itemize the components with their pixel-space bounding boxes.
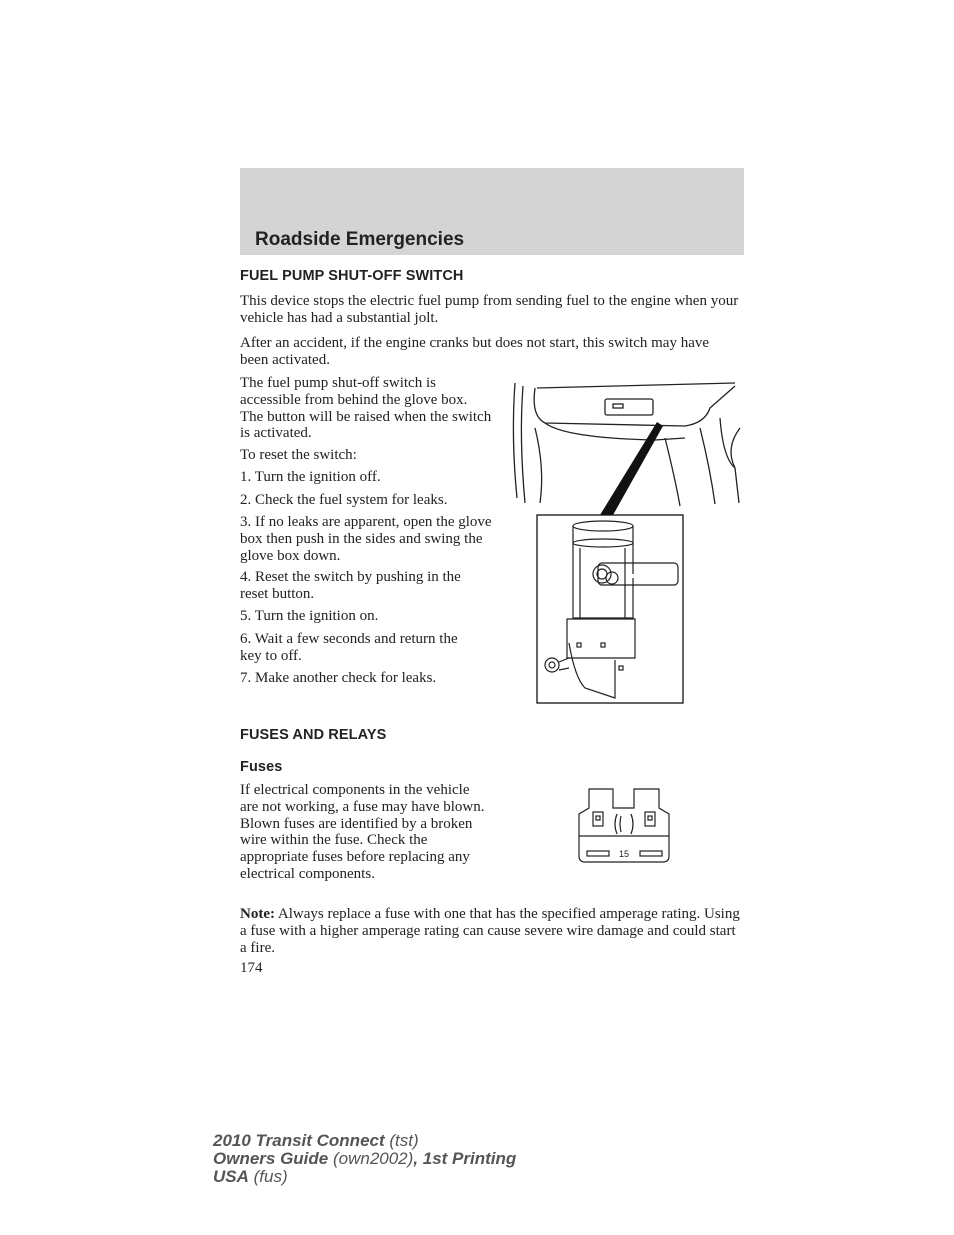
fuses-para1: If electrical components in the vehicle are not working, a fuse may have blown. Blown fuses are identified by a broken wire within the fuse. Check the appropriate fuses before replacing any electrical components.: [240, 782, 485, 882]
fuses-subheading: Fuses: [240, 759, 283, 775]
reset-step: 7. Make another check for leaks.: [240, 670, 437, 686]
footer-model-code: (tst): [384, 1131, 419, 1150]
footer-market: USA: [213, 1167, 249, 1186]
footer-guide-code: (own2002): [328, 1149, 414, 1168]
fuel-pump-para1: This device stops the electric fuel pump from sending fuel to the engine when your vehicle has had a substantial jolt.: [240, 293, 739, 326]
reset-step: 1. Turn the ignition off.: [240, 469, 381, 485]
reset-step: 5. Turn the ignition on.: [240, 608, 379, 624]
footer-printing: , 1st Printing: [413, 1149, 517, 1168]
footer-guide: Owners Guide: [213, 1149, 329, 1168]
fuse-illustration: [577, 784, 672, 864]
footer-line2: [213, 1150, 516, 1168]
fuel-pump-para3: The fuel pump shut-off switch is accessible from behind the glove box. The button will be raised when the switch is activated.: [240, 375, 492, 442]
fuse-note: [240, 906, 740, 956]
fuel-pump-heading: FUEL PUMP SHUT-OFF SWITCH: [240, 268, 464, 284]
fuel-pump-para2: After an accident, if the engine cranks but does not start, this switch may have been activated.: [240, 335, 710, 368]
fuses-relays-heading: FUSES AND RELAYS: [240, 727, 387, 743]
footer-model: 2010 Transit Connect: [213, 1131, 385, 1150]
footer-market-code: (fus): [248, 1167, 288, 1186]
footer-line3: [213, 1168, 516, 1186]
footer-line1: [213, 1132, 516, 1150]
fuse-amp-label: 15: [618, 849, 630, 859]
reset-step: 2. Check the fuel system for leaks.: [240, 492, 448, 508]
footer: [213, 1132, 516, 1186]
reset-intro: To reset the switch:: [240, 447, 357, 463]
page-number: 174: [240, 960, 263, 976]
reset-step: 4. Reset the switch by pushing in the reset button.: [240, 569, 461, 602]
reset-step: 6. Wait a few seconds and return the key to off.: [240, 631, 458, 664]
note-label: Note:: [240, 906, 275, 922]
section-title: Roadside Emergencies: [255, 229, 465, 250]
reset-step: 3. If no leaks are apparent, open the glove box then push in the sides and swing the glove box down.: [240, 514, 492, 564]
fuel-pump-switch-illustration: [505, 378, 745, 706]
note-text: Always replace a fuse with one that has the specified amperage rating. Using a fuse with a higher amperage rating can cause severe wire damage and could start a fire.: [240, 906, 740, 956]
